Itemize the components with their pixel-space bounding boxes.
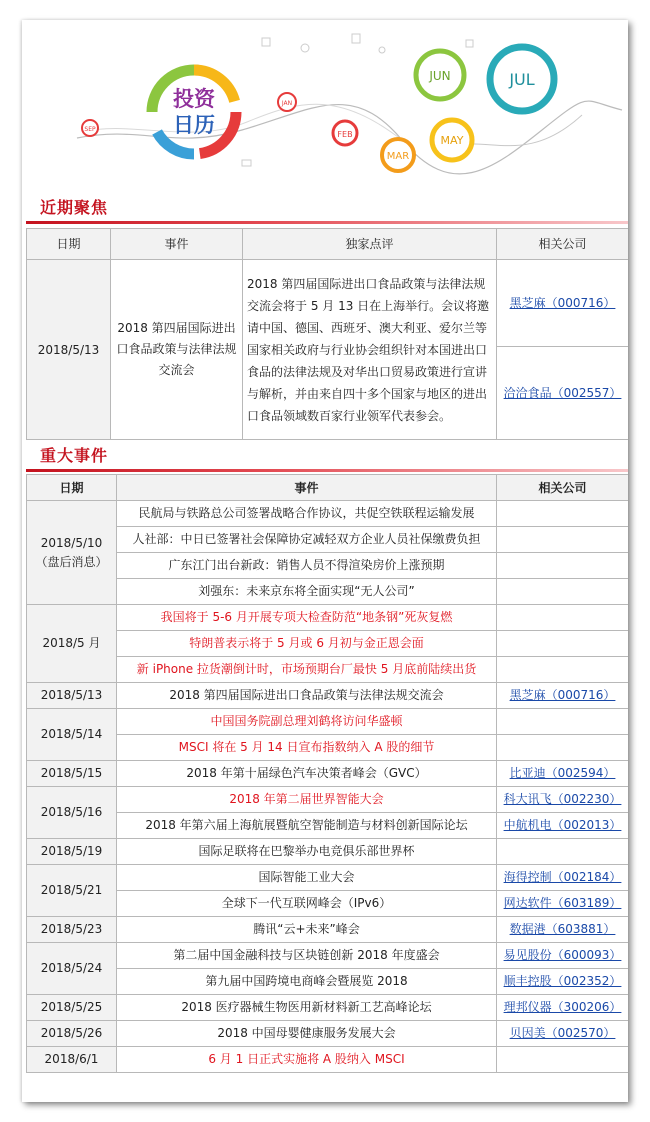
table-row (27, 579, 629, 605)
event-text: 2018 医疗器械生物医用新材料新工艺高峰论坛 (117, 995, 497, 1021)
table-row (27, 1047, 629, 1073)
table-row (27, 969, 629, 995)
company-link[interactable]: 海得控制（002184） (503, 870, 622, 884)
month-feb: FEB (337, 130, 353, 139)
event-date-text: 2018/5/10 (40, 535, 103, 550)
focus-row (27, 260, 629, 347)
event-text: 2018 年第十届绿色汽车决策者峰会（GVC） (117, 761, 497, 787)
event-company-cell (497, 761, 629, 787)
company-link[interactable]: 数据港（603881） (509, 922, 616, 936)
focus-header-event: 事件 (111, 229, 243, 260)
event-text: 腾讯“云+未来”峰会 (117, 917, 497, 943)
banner-graphic (22, 20, 628, 190)
table-row (27, 683, 629, 709)
focus-date: 2018/5/13 (27, 260, 111, 440)
focus-header-company: 相关公司 (497, 229, 629, 260)
table-row (27, 1021, 629, 1047)
company-link[interactable]: 黑芝麻（000716） (509, 688, 616, 702)
month-jun: JUN (429, 69, 451, 83)
logo-line2: 日历 (173, 113, 215, 137)
event-company-cell (497, 839, 629, 865)
event-text: 广东江门出台新政：销售人员不得渲染房价上涨预期 (117, 553, 497, 579)
table-row (27, 631, 629, 657)
table-row (27, 865, 629, 891)
focus-table (26, 228, 628, 440)
focus-title-bar (26, 221, 628, 224)
table-row (27, 813, 629, 839)
table-row (27, 709, 629, 735)
event-date (27, 943, 117, 995)
event-company-cell (497, 813, 629, 839)
focus-title: 近期聚焦 (40, 198, 109, 217)
event-company-cell (497, 657, 629, 683)
events-title-bar (26, 469, 628, 472)
event-text: 2018 年第六届上海航展暨航空智能制造与材料创新国际论坛 (117, 813, 497, 839)
logo-ring-icon (152, 70, 236, 154)
events-header-company: 相关公司 (497, 475, 629, 501)
event-company-cell (497, 683, 629, 709)
event-text: 2018 中国母婴健康服务发展大会 (117, 1021, 497, 1047)
event-company-cell (497, 579, 629, 605)
events-header-event: 事件 (117, 475, 497, 501)
company-link[interactable]: 易见股份（600093） (503, 948, 622, 962)
table-row (27, 735, 629, 761)
events-header-date: 日期 (27, 475, 117, 501)
event-date (27, 787, 117, 839)
event-text: 特朗普表示将于 5 月或 6 月初与金正恩会面 (117, 631, 497, 657)
company-link[interactable]: 贝因美（002570） (509, 1026, 616, 1040)
event-company-cell (497, 709, 629, 735)
focus-company-cell-1 (497, 260, 629, 347)
events-table (26, 474, 628, 1073)
event-text: 6 月 1 日正式实施将 A 股纳入 MSCI (117, 1047, 497, 1073)
month-sep: SEP (84, 126, 96, 133)
event-date-text: 2018/5/13 (40, 688, 103, 702)
company-link[interactable]: 网达软件（603189） (503, 896, 622, 910)
focus-header-row (27, 229, 629, 260)
event-company-cell (497, 995, 629, 1021)
event-date-text: 2018/5/25 (40, 1000, 103, 1014)
company-link[interactable]: 中航机电（002013） (503, 818, 622, 832)
event-company-cell (497, 891, 629, 917)
company-link[interactable]: 顺丰控股（002352） (503, 974, 622, 988)
event-company-cell (497, 631, 629, 657)
event-text: 2018 第四届国际进出口食品政策与法律法规交流会 (117, 683, 497, 709)
event-date-text: 2018/5/19 (40, 844, 103, 858)
document-page (22, 20, 628, 1102)
event-company-cell (497, 787, 629, 813)
month-may: MAY (440, 134, 464, 147)
event-date (27, 709, 117, 761)
table-row (27, 943, 629, 969)
company-link[interactable]: 黑芝麻（000716） (509, 296, 616, 310)
month-mar: MAR (386, 151, 410, 162)
table-row (27, 501, 629, 527)
event-text: 刘强东：未来京东将全面实现“无人公司” (117, 579, 497, 605)
event-company-cell (497, 553, 629, 579)
event-text: 2018 年第二届世界智能大会 (117, 787, 497, 813)
company-link[interactable]: 比亚迪（002594） (509, 766, 616, 780)
event-text: 国际智能工业大会 (117, 865, 497, 891)
event-date (27, 865, 117, 917)
focus-header-comment: 独家点评 (243, 229, 497, 260)
event-date (27, 1047, 117, 1073)
event-company-cell (497, 1047, 629, 1073)
table-row (27, 605, 629, 631)
table-row (27, 839, 629, 865)
event-date-note: （盘后消息） (35, 554, 108, 569)
event-company-cell (497, 735, 629, 761)
event-date (27, 501, 117, 605)
table-row (27, 995, 629, 1021)
event-text: 第二届中国金融科技与区块链创新 2018 年度盛会 (117, 943, 497, 969)
event-text: MSCI 将在 5 月 14 日宣布指数纳入 A 股的细节 (117, 735, 497, 761)
event-company-cell (497, 605, 629, 631)
event-date (27, 1021, 117, 1047)
event-company-cell (497, 917, 629, 943)
event-date-text: 2018/5 月 (42, 636, 101, 650)
table-row (27, 657, 629, 683)
month-jan: JAN (281, 100, 293, 107)
event-text: 新 iPhone 拉货潮倒计时，市场预期台厂最快 5 月底前陆续出货 (117, 657, 497, 683)
events-header-row (27, 475, 629, 501)
event-date-text: 2018/5/26 (40, 1026, 103, 1040)
event-date (27, 605, 117, 683)
table-row (27, 527, 629, 553)
event-company-cell (497, 1021, 629, 1047)
event-date-text: 2018/5/24 (40, 961, 103, 975)
event-date-text: 2018/5/23 (40, 922, 103, 936)
event-company-cell (497, 943, 629, 969)
focus-section-title (22, 190, 628, 224)
table-row (27, 761, 629, 787)
table-row (27, 891, 629, 917)
event-text: 我国将于 5-6 月开展专项大检查防范“地条钢”死灰复燃 (117, 605, 497, 631)
focus-comment: 2018 第四届国际进出口食品政策与法律法规交流会将于 5 月 13 日在上海举行。会议将邀请中国、德国、西班牙、澳大利亚、爱尔兰等国家相关政府与行业协会组织针对本国进出口食品的法律法规及对华出口贸易政策进行宣讲与解析，并由来自四十多个国家与地区的进出口食品领域数百家行业领军代表参会。 (243, 260, 497, 440)
event-text: 第九届中国跨境电商峰会暨展览 2018 (117, 969, 497, 995)
month-jul: JUL (509, 70, 535, 89)
event-text: 国际足联将在巴黎举办电竞俱乐部世界杯 (117, 839, 497, 865)
company-link[interactable]: 理邦仪器（300206） (503, 1000, 622, 1014)
focus-header-date: 日期 (27, 229, 111, 260)
company-link[interactable]: 洽洽食品（002557） (503, 386, 622, 400)
calendar-banner (22, 20, 628, 190)
table-row (27, 553, 629, 579)
event-company-cell (497, 501, 629, 527)
event-date-text: 2018/5/15 (40, 766, 103, 780)
event-text: 民航局与铁路总公司签署战略合作协议，共促空铁联程运输发展 (117, 501, 497, 527)
event-date-text: 2018/5/16 (40, 805, 103, 819)
events-title: 重大事件 (40, 446, 109, 465)
focus-company-cell-2 (497, 347, 629, 440)
focus-event: 2018 第四届国际进出口食品政策与法律法规交流会 (111, 260, 243, 440)
event-date (27, 995, 117, 1021)
event-date (27, 917, 117, 943)
event-text: 人社部：中日已签署社会保障协定减轻双方企业人员社保缴费负担 (117, 527, 497, 553)
event-date (27, 761, 117, 787)
events-section-title (22, 440, 628, 472)
logo-line1: 投资 (173, 87, 215, 111)
event-date-text: 2018/5/21 (40, 883, 103, 897)
event-date (27, 839, 117, 865)
event-company-cell (497, 865, 629, 891)
event-date (27, 683, 117, 709)
company-link[interactable]: 科大讯飞（002230） (503, 792, 622, 806)
event-company-cell (497, 969, 629, 995)
event-date-text: 2018/6/1 (44, 1052, 99, 1066)
table-row (27, 787, 629, 813)
table-row (27, 917, 629, 943)
event-company-cell (497, 527, 629, 553)
event-text: 全球下一代互联网峰会（IPv6） (117, 891, 497, 917)
event-text: 中国国务院副总理刘鹤将访问华盛顿 (117, 709, 497, 735)
event-date-text: 2018/5/14 (40, 727, 103, 741)
